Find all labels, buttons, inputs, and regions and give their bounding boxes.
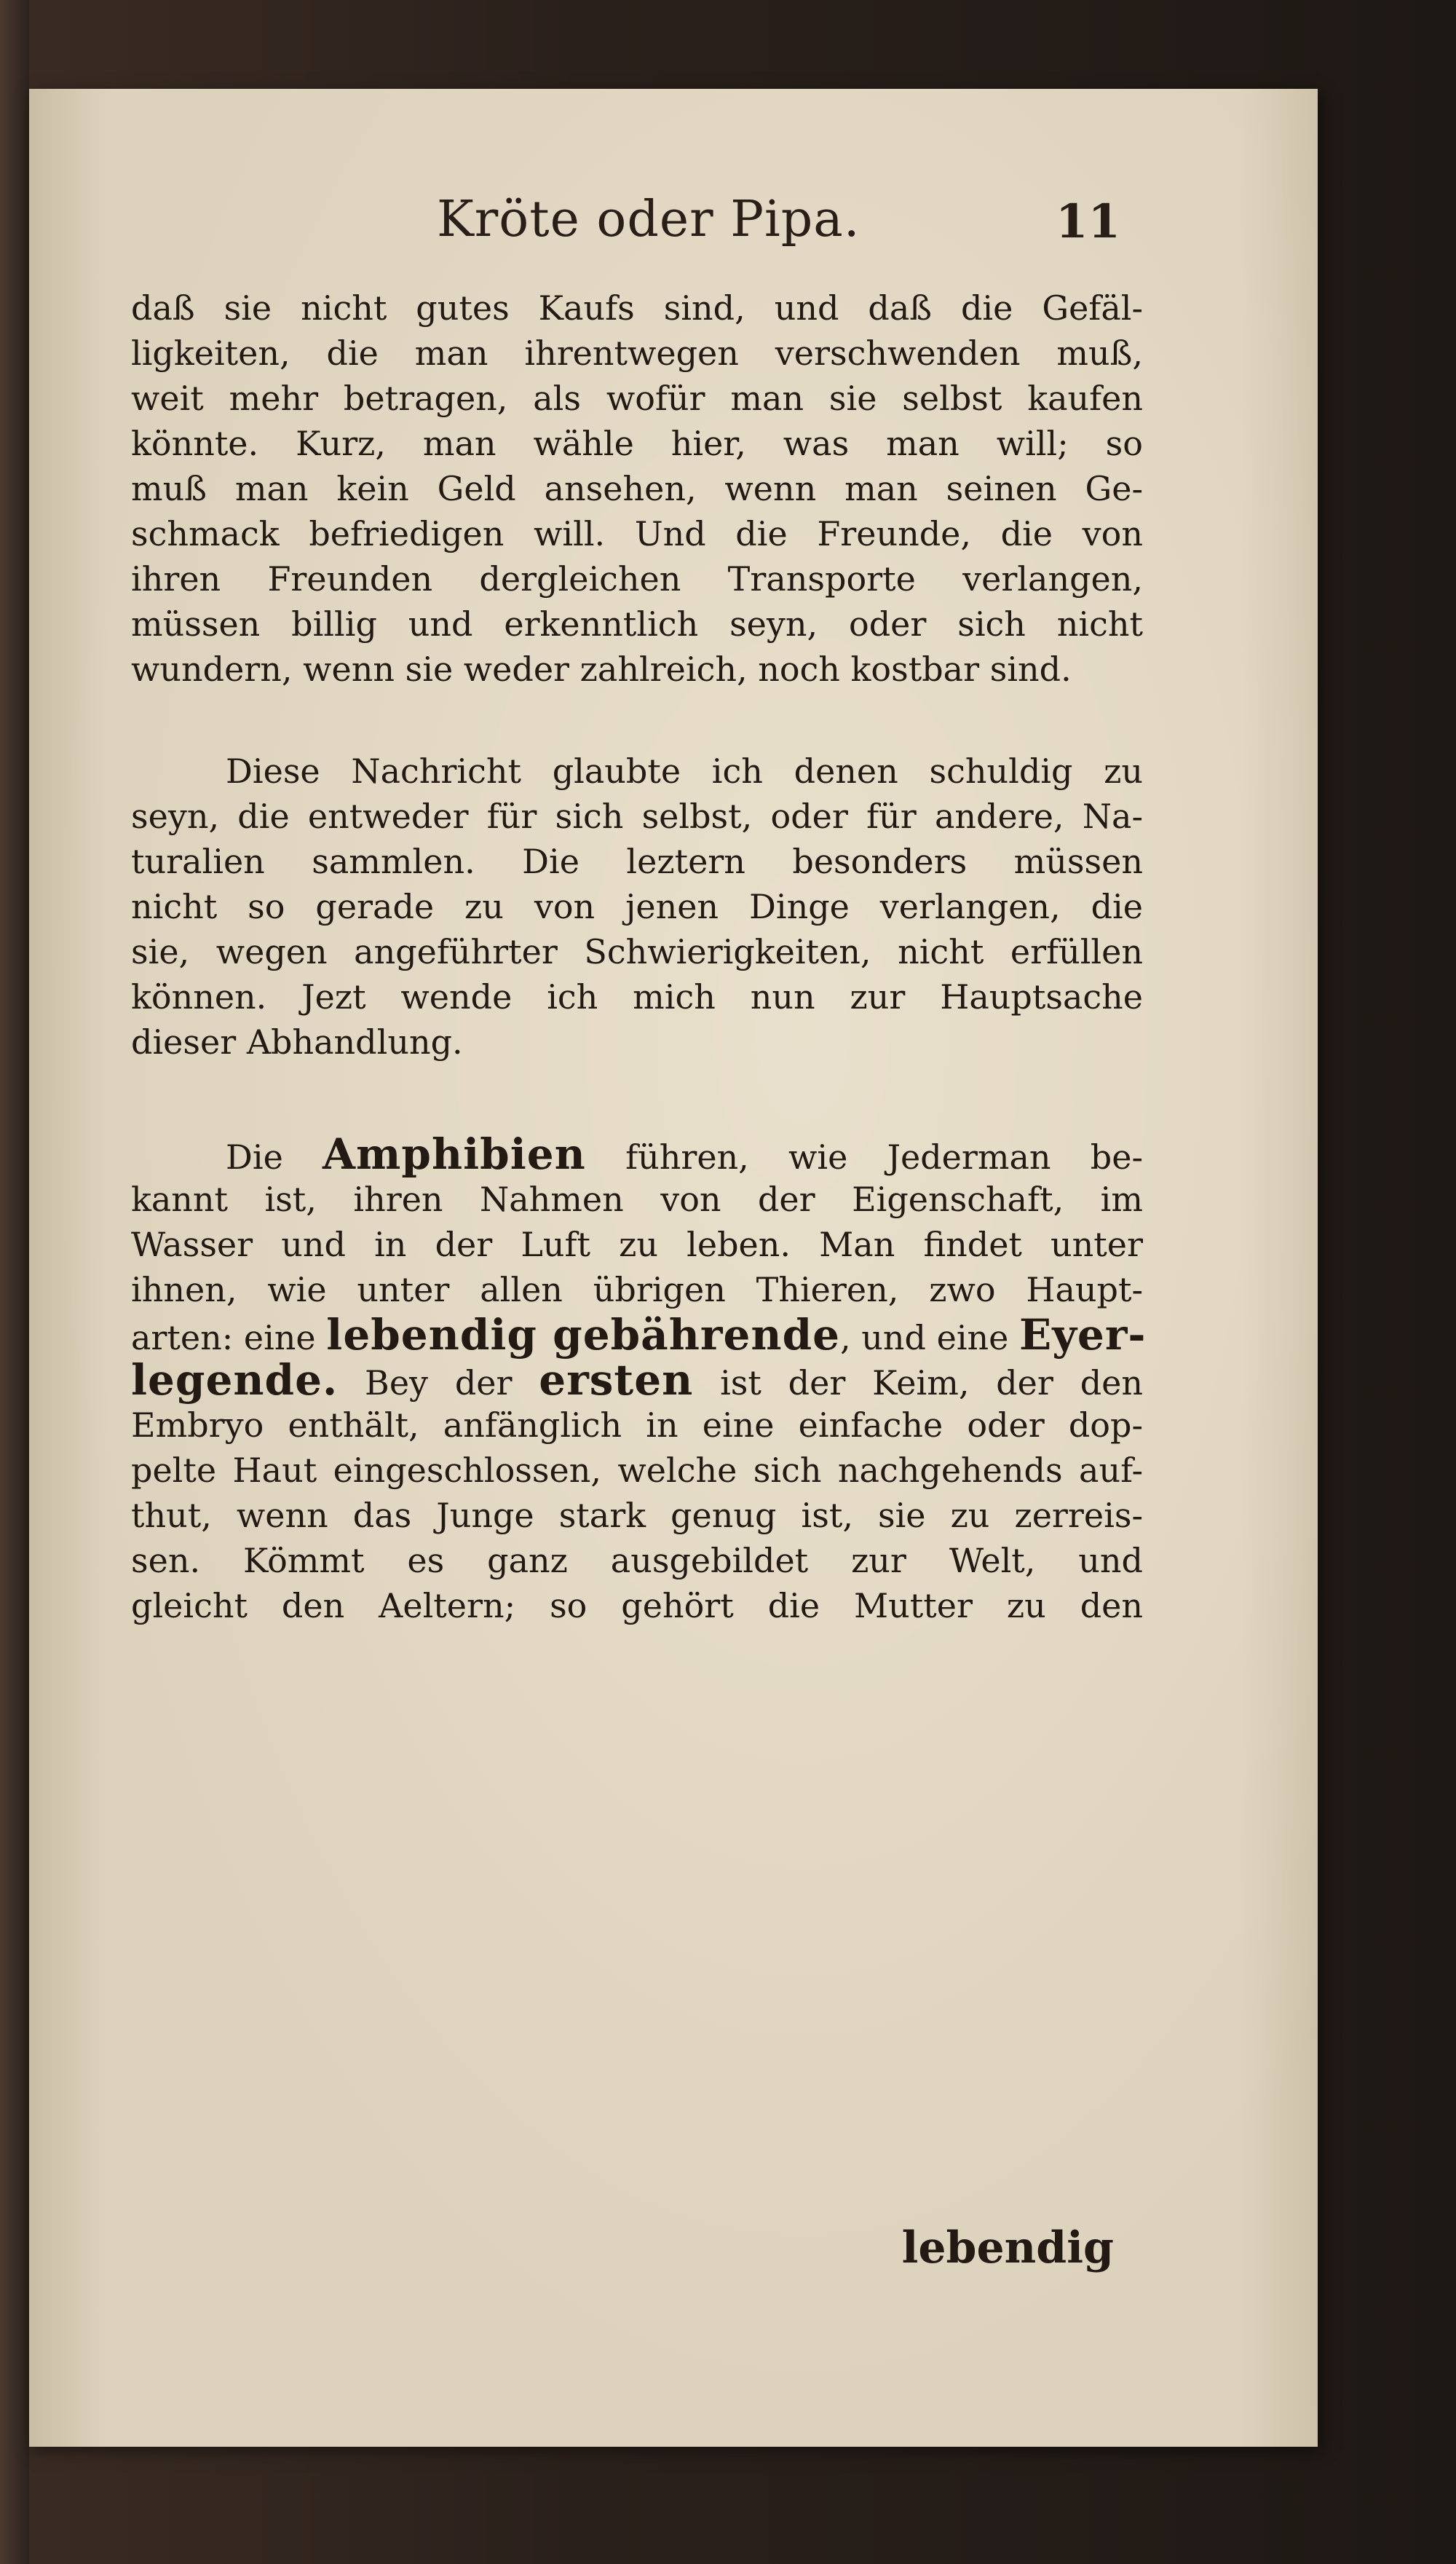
text-line: Diese Nachricht glaubte ich denen schuldig zu: [226, 752, 1143, 791]
text-fragment: , und eine: [840, 1318, 1020, 1357]
text-line: Embryo enthält, anfänglich in eine einfache oder dop-: [131, 1405, 1143, 1445]
text-line: [131, 1310, 1147, 1360]
text-line: ihnen, wie unter allen übrigen Thieren, zwo Haupt-: [131, 1270, 1143, 1309]
text-line: seyn, die entweder für sich selbst, oder für andere, Na-: [131, 797, 1143, 836]
text-line: daß sie nicht gutes Kaufs sind, und daß die Gefäl-: [131, 288, 1143, 328]
text-fragment: führen, wie Jederman be-: [585, 1137, 1143, 1177]
emphasized-term: legende.: [131, 1355, 339, 1405]
text-line: turalien sammlen. Die leztern besonders müssen: [131, 842, 1143, 881]
page-number: 11: [1056, 194, 1121, 249]
text-line: muß man kein Geld ansehen, wenn man seinen Ge-: [131, 469, 1143, 508]
text-line: Wasser und in der Luft zu leben. Man findet unter: [131, 1225, 1143, 1264]
text-fragment: arten: eine: [131, 1318, 327, 1357]
text-line: gleicht den Aeltern; so gehört die Mutter zu den: [131, 1586, 1143, 1625]
text-line: [131, 1357, 1143, 1403]
text-fragment: ist der Keim, der den: [693, 1363, 1143, 1403]
text-line: thut, wenn das Junge stark genug ist, sie zu zerreis-: [131, 1496, 1143, 1535]
emphasized-term: Eyer-: [1019, 1310, 1147, 1360]
text-line: dieser Abhandlung.: [131, 1022, 463, 1062]
paragraph-3: [131, 1129, 1147, 1628]
book-edge: [0, 0, 29, 2564]
text-line: weit mehr betragen, als wofür man sie selbst kaufen: [131, 379, 1143, 418]
text-line: ihren Freunden dergleichen Transporte verlangen,: [131, 559, 1143, 599]
text-line: sie, wegen angeführter Schwierigkeiten, nicht erfüllen: [131, 932, 1143, 971]
catchword: lebendig: [901, 2222, 1114, 2273]
text-line: ligkeiten, die man ihrentwegen verschwenden muß,: [131, 334, 1143, 373]
text-line: wundern, wenn sie weder zahlreich, noch kostbar sind.: [131, 650, 1072, 689]
text-fragment: Bey der: [338, 1363, 539, 1403]
emphasized-term: ersten: [539, 1355, 694, 1405]
emphasized-term: lebendig gebährende: [326, 1310, 841, 1360]
text-line: [131, 1129, 1143, 1179]
text-fragment: Die: [226, 1137, 323, 1177]
text-line: pelte Haut eingeschlossen, welche sich nachgehends auf-: [131, 1451, 1143, 1490]
book-page: [29, 89, 1318, 2447]
paragraph-2: [131, 749, 1143, 1065]
text-line: müssen billig und erkenntlich seyn, oder sich nicht: [131, 604, 1143, 644]
body-text: [131, 285, 1147, 1628]
paragraph-1: [131, 285, 1143, 692]
text-line: kannt ist, ihren Nahmen von der Eigenschaft, im: [131, 1180, 1143, 1219]
text-line: sen. Kömmt es ganz ausgebildet zur Welt, und: [131, 1541, 1143, 1580]
text-line: nicht so gerade zu von jenen Dinge verlangen, die: [131, 887, 1143, 926]
paragraph-spacer: [131, 692, 1143, 749]
running-title: Kröte oder Pipa.: [437, 191, 860, 248]
paragraph-spacer: [131, 1065, 1143, 1132]
text-line: können. Jezt wende ich mich nun zur Hauptsache: [131, 977, 1143, 1017]
text-line: schmack befriedigen will. Und die Freunde, die von: [131, 514, 1143, 553]
text-line: könnte. Kurz, man wähle hier, was man will; so: [131, 424, 1143, 463]
emphasized-term: Amphibien: [323, 1129, 586, 1179]
